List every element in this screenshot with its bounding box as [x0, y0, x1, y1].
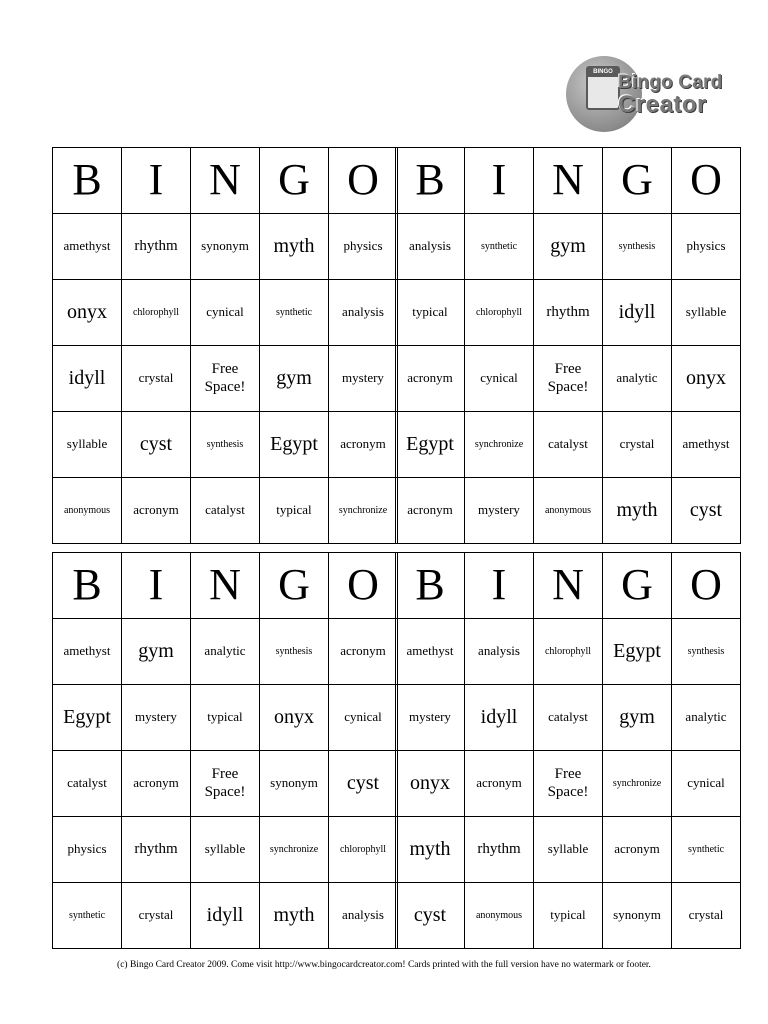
bingo-cell: syllable — [191, 817, 260, 883]
bingo-cell: anonymous — [534, 478, 603, 544]
bingo-cell: synonym — [260, 751, 329, 817]
bingo-cell: acronym — [465, 751, 534, 817]
bingo-cell: acronym — [603, 817, 672, 883]
bingo-cell: idyll — [465, 685, 534, 751]
bingo-cell: synthetic — [672, 817, 741, 883]
bingo-cell: Egypt — [603, 619, 672, 685]
bingo-row — [396, 751, 741, 817]
bingo-cell: mystery — [465, 478, 534, 544]
bingo-cell: idyll — [53, 346, 122, 412]
bingo-header-letter: G — [603, 553, 672, 619]
bingo-row — [396, 346, 741, 412]
bingo-header-letter: N — [534, 553, 603, 619]
bingo-cell: cynical — [191, 280, 260, 346]
free-space-cell: Free Space! — [534, 346, 603, 412]
bingo-cell: physics — [672, 214, 741, 280]
bingo-cell: catalyst — [534, 412, 603, 478]
bingo-cell: syllable — [534, 817, 603, 883]
bingo-cell: typical — [191, 685, 260, 751]
bingo-cell: acronym — [329, 619, 398, 685]
bingo-cell: gym — [122, 619, 191, 685]
bingo-cell: myth — [396, 817, 465, 883]
bingo-cell: idyll — [603, 280, 672, 346]
bingo-cell: chlorophyll — [465, 280, 534, 346]
bingo-cell: cyst — [122, 412, 191, 478]
bingo-row — [396, 412, 741, 478]
bingo-cell: rhythm — [122, 817, 191, 883]
bingo-header-letter: I — [122, 553, 191, 619]
bingo-cell: onyx — [260, 685, 329, 751]
bingo-row — [396, 685, 741, 751]
bingo-row — [53, 346, 398, 412]
bingo-cell: acronym — [122, 751, 191, 817]
bingo-row — [53, 619, 398, 685]
bingo-cell: gym — [260, 346, 329, 412]
bingo-row — [396, 478, 741, 544]
bingo-cell: mystery — [396, 685, 465, 751]
bingo-row — [396, 619, 741, 685]
bingo-cell: acronym — [329, 412, 398, 478]
page-footer: (c) Bingo Card Creator 2009. Come visit http://www.bingocardcreator.com! Cards printed with the full version have no watermark or footer. — [117, 960, 651, 970]
bingo-cell: cyst — [672, 478, 741, 544]
bingo-header-letter: G — [260, 553, 329, 619]
bingo-cell: idyll — [191, 883, 260, 949]
bingo-row — [53, 478, 398, 544]
bingo-cell: crystal — [122, 346, 191, 412]
bingo-row — [53, 883, 398, 949]
bingo-cell: cyst — [329, 751, 398, 817]
bingo-card-1 — [52, 147, 398, 544]
bingo-row — [53, 751, 398, 817]
bingo-header-letter: G — [603, 148, 672, 214]
bingo-cell: Egypt — [53, 685, 122, 751]
bingo-header-letter: N — [191, 148, 260, 214]
bingo-cell: synonym — [603, 883, 672, 949]
bingo-cell: catalyst — [53, 751, 122, 817]
bingo-cell: chlorophyll — [534, 619, 603, 685]
bingo-cell: analysis — [329, 883, 398, 949]
bingo-cell: myth — [260, 883, 329, 949]
bingo-cell: analytic — [672, 685, 741, 751]
bingo-cell: gym — [603, 685, 672, 751]
bingo-cell: cyst — [396, 883, 465, 949]
bingo-row — [396, 817, 741, 883]
bingo-header-letter: G — [260, 148, 329, 214]
bingo-cell: synthetic — [260, 280, 329, 346]
bingo-cell: synchronize — [329, 478, 398, 544]
bingo-cell: typical — [534, 883, 603, 949]
bingo-cell: amethyst — [396, 619, 465, 685]
bingo-cell: onyx — [396, 751, 465, 817]
bingo-row — [396, 214, 741, 280]
bingo-cell: myth — [260, 214, 329, 280]
bingo-header-letter: O — [329, 148, 398, 214]
logo-line-2: Creator — [618, 91, 707, 118]
bingo-cell: amethyst — [53, 619, 122, 685]
free-space-cell: Free Space! — [534, 751, 603, 817]
bingo-cell: mystery — [122, 685, 191, 751]
bingo-cell: synthesis — [260, 619, 329, 685]
bingo-cell: catalyst — [191, 478, 260, 544]
bingo-row — [53, 685, 398, 751]
bingo-cell: synonym — [191, 214, 260, 280]
bingo-cell: anonymous — [53, 478, 122, 544]
bingo-cell: synchronize — [603, 751, 672, 817]
bingo-card-3 — [52, 552, 398, 949]
bingo-cell: typical — [396, 280, 465, 346]
bingo-header-letter: B — [53, 148, 122, 214]
bingo-header-letter: I — [465, 148, 534, 214]
bingo-cell: chlorophyll — [329, 817, 398, 883]
bingo-cell: onyx — [672, 346, 741, 412]
logo-wordmark — [618, 72, 722, 116]
bingo-cell: synchronize — [260, 817, 329, 883]
bingo-card-2 — [395, 147, 741, 544]
bingo-header-letter: N — [191, 553, 260, 619]
bingo-header-letter: N — [534, 148, 603, 214]
free-space-cell: Free Space! — [191, 346, 260, 412]
bingo-header-letter: I — [465, 553, 534, 619]
bingo-cell: physics — [53, 817, 122, 883]
bingo-card-4 — [395, 552, 741, 949]
bingo-card-icon — [586, 66, 620, 110]
bingo-header-letter: O — [329, 553, 398, 619]
bingo-row — [53, 214, 398, 280]
bingo-cell: chlorophyll — [122, 280, 191, 346]
bingo-cell: synthesis — [603, 214, 672, 280]
bingo-cell: catalyst — [534, 685, 603, 751]
bingo-cell: onyx — [53, 280, 122, 346]
bingo-cell: rhythm — [122, 214, 191, 280]
bingo-header-letter: B — [396, 148, 465, 214]
bingo-cell: crystal — [672, 883, 741, 949]
bingo-row — [53, 280, 398, 346]
free-space-cell: Free Space! — [191, 751, 260, 817]
bingo-row — [396, 280, 741, 346]
bingo-cell: cynical — [329, 685, 398, 751]
bingo-cell: mystery — [329, 346, 398, 412]
bingo-cell: rhythm — [465, 817, 534, 883]
bingo-cell: analytic — [191, 619, 260, 685]
bingo-cell: amethyst — [53, 214, 122, 280]
bingo-cell: acronym — [122, 478, 191, 544]
bingo-cell: amethyst — [672, 412, 741, 478]
bingo-cell: cynical — [465, 346, 534, 412]
bingo-cell: acronym — [396, 478, 465, 544]
bingo-cell: synchronize — [465, 412, 534, 478]
bingo-cell: syllable — [672, 280, 741, 346]
bingo-header-row — [396, 553, 741, 619]
bingo-row — [396, 883, 741, 949]
bingo-row — [53, 817, 398, 883]
bingo-header-letter: O — [672, 148, 741, 214]
bingo-cell: Egypt — [396, 412, 465, 478]
bingo-header-row — [53, 553, 398, 619]
bingo-header-letter: I — [122, 148, 191, 214]
bingo-cell: gym — [534, 214, 603, 280]
logo-badge-text: BINGO — [588, 68, 618, 77]
bingo-cell: acronym — [396, 346, 465, 412]
bingo-cell: analytic — [603, 346, 672, 412]
bingo-cell: analysis — [329, 280, 398, 346]
bingo-header-row — [396, 148, 741, 214]
bingo-cell: analysis — [465, 619, 534, 685]
bingo-header-letter: O — [672, 553, 741, 619]
bingo-cell: rhythm — [534, 280, 603, 346]
bingo-header-letter: B — [396, 553, 465, 619]
bingo-cell: physics — [329, 214, 398, 280]
bingo-cell: typical — [260, 478, 329, 544]
bingo-cell: synthetic — [465, 214, 534, 280]
bingo-cell: synthetic — [53, 883, 122, 949]
bingo-header-letter: B — [53, 553, 122, 619]
bingo-header-row — [53, 148, 398, 214]
bingo-row — [53, 412, 398, 478]
bingo-cell: myth — [603, 478, 672, 544]
bingo-cell: Egypt — [260, 412, 329, 478]
bingo-cell: cynical — [672, 751, 741, 817]
bingo-cell: crystal — [122, 883, 191, 949]
bingo-cell: syllable — [53, 412, 122, 478]
bingo-card-creator-logo — [566, 46, 726, 136]
bingo-cell: crystal — [603, 412, 672, 478]
bingo-cell: synthesis — [191, 412, 260, 478]
bingo-cell: synthesis — [672, 619, 741, 685]
bingo-cell: analysis — [396, 214, 465, 280]
bingo-cell: anonymous — [465, 883, 534, 949]
logo-line-1: Bingo Card — [618, 72, 723, 93]
